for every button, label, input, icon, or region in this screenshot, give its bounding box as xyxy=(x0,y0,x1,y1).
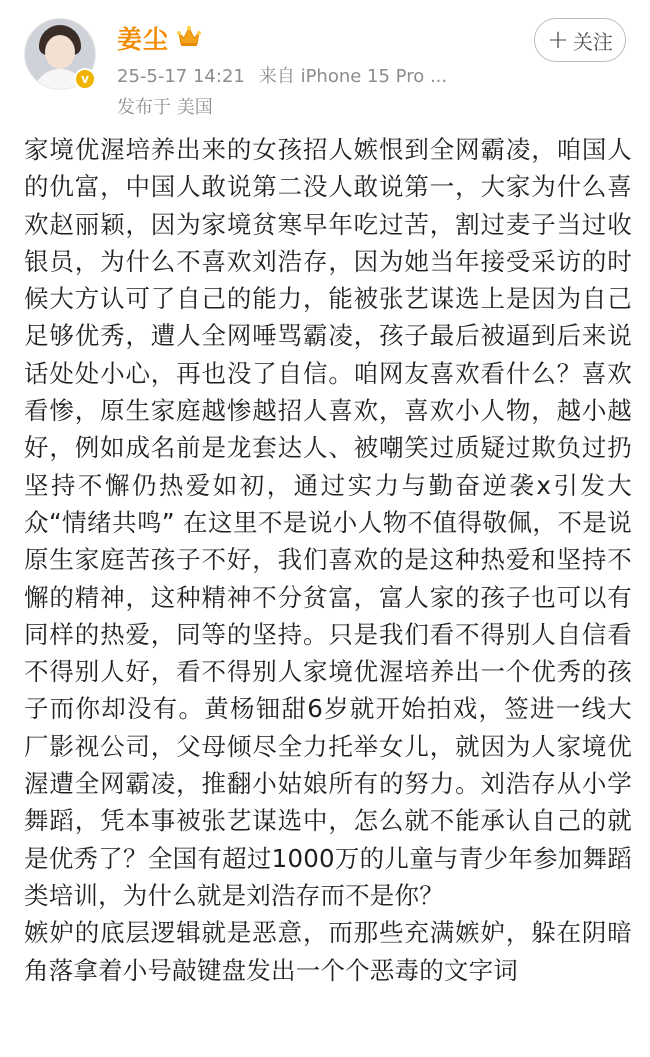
post-source: 来自 iPhone 15 Pro ... xyxy=(258,66,448,87)
post-timestamp: 25-5-17 14:21 xyxy=(117,66,245,87)
post-header xyxy=(0,0,650,125)
post-content xyxy=(24,131,632,989)
crown-icon xyxy=(176,24,202,48)
post-meta xyxy=(117,62,461,88)
verified-badge-icon: v xyxy=(74,68,96,90)
post-paragraph: 家境优渥培养出来的女孩招人嫉恨到全网霸凌，咱国人的仇富，中国人敢说第二没人敢说第一，大家为什么喜欢赵丽颖，因为家境贫寒早年吃过苦，割过麦子当过收银员，为什么不喜欢刘浩存，因为她当年接受采访的时候大方认可了自己的能力，能被张艺谋选上是因为自己足够优秀，遭人全网唾骂霸凌，孩子最后被逼到后来说话处处小心，再也没了自信。咱网友喜欢看什么？喜欢看惨，原生家庭越惨越招人喜欢，喜欢小人物，越小越好，例如成名前是龙套达人、被嘲笑过质疑过欺负过扔坚持不懈仍热爱如初，通过实力与勤奋逆袭x引发大众“情绪共鸣” 在这里不是说小人物不值得敬佩，不是说原生家庭苦孩子不好，我们喜欢的是这种热爱和坚持不懈的精神，这种精神不分贫富，富人家的孩子也可以有同样的热爱，同等的坚持。只是我们看不得别人自信看不得别人好，看不得别人家境优渥培养出一个优秀的孩子而你却没有。黄杨钿甜6岁就开始拍戏，签进一线大厂影视公司，父母倾尽全力托举女儿，就因为人家境优渥遭全网霸凌，推翻小姑娘所有的努力。刘浩存从小学舞蹈，凭本事被张艺谋选中，怎么就不能承认自己的就是优秀了？全国有超过1000万的儿童与青少年参加舞蹈类培训，为什么就是刘浩存而不是你？ xyxy=(24,135,632,910)
author-name[interactable]: 姜尘 xyxy=(117,25,170,54)
plus-icon: + xyxy=(547,25,569,55)
post-location: 发布于 美国 xyxy=(117,97,213,118)
avatar-face xyxy=(45,35,75,69)
follow-button-label: 关注 xyxy=(572,29,613,54)
follow-button[interactable] xyxy=(534,18,626,62)
post-paragraph: 嫉妒的底层逻辑就是恶意，而那些充满嫉妒，躲在阴暗角落拿着小号敲键盘发出一个个恶毒的文字词 xyxy=(24,918,632,985)
